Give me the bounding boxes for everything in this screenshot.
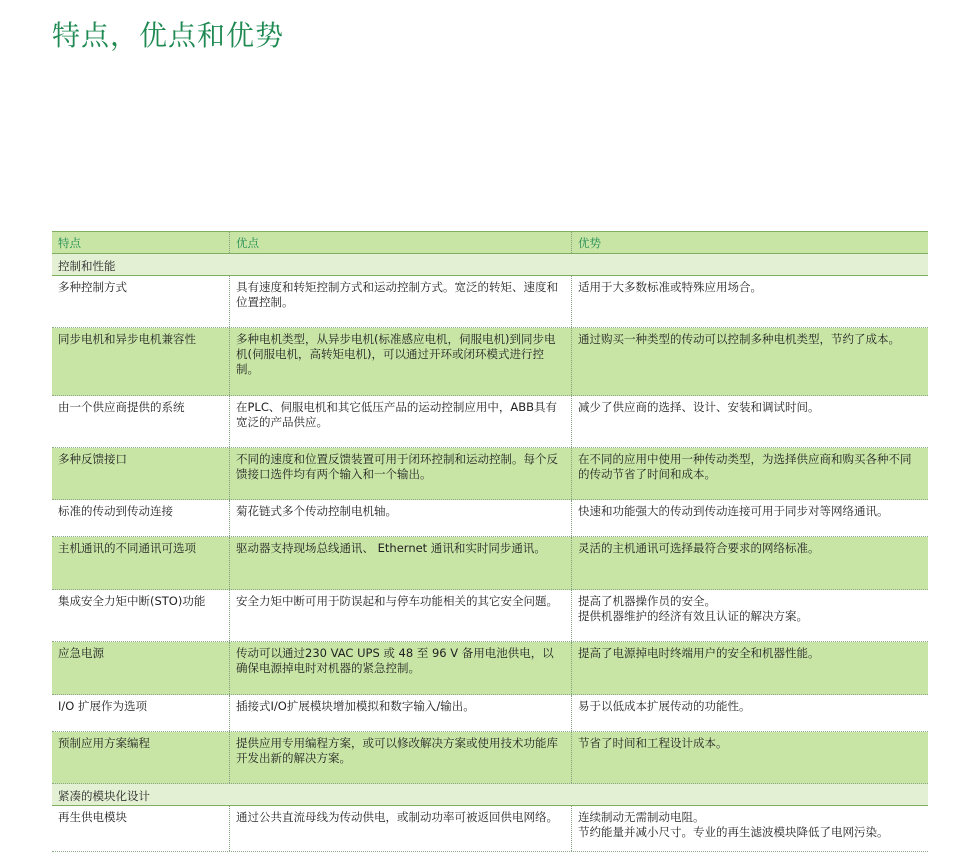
advantage-cell: 连续制动无需制动电阻。 节约能量并减小尺寸。专业的再生滤波模块降低了电网污染。 <box>571 806 928 851</box>
advantage-cell: 通过购买一种类型的传动可以控制多种电机类型，节约了成本。 <box>571 328 928 395</box>
benefit-cell: 通过公共直流母线为传动供电，或制动功率可被返回供电网络。 <box>229 806 571 851</box>
table-row <box>52 500 928 537</box>
advantage-cell: 灵活的主机通讯可选择最符合要求的网络标准。 <box>571 537 928 589</box>
feature-cell: 再生供电模块 <box>58 810 127 824</box>
feature-cell: 应急电源 <box>58 646 104 660</box>
table-header-row <box>52 231 928 254</box>
advantage-cell: 提高了电源掉电时终端用户的安全和机器性能。 <box>571 642 928 694</box>
table-row <box>52 276 928 328</box>
feature-cell: I/O 扩展作为选项 <box>58 699 147 713</box>
header-advantage: 优势 <box>571 232 928 253</box>
advantage-cell: 减少了供应商的选择、设计、安装和调试时间。 <box>571 396 928 447</box>
header-benefit: 优点 <box>229 232 571 253</box>
benefit-cell: 菊花链式多个传动控制电机轴。 <box>229 500 571 536</box>
feature-cell: 主机通讯的不同通讯可选项 <box>58 541 196 555</box>
advantage-cell: 在不同的应用中使用一种传动类型，为选择供应商和购买各种不同的传动节省了时间和成本。 <box>571 448 928 499</box>
features-table <box>52 231 928 852</box>
feature-cell: 预制应用方案编程 <box>58 736 150 750</box>
benefit-cell: 具有速度和转矩控制方式和运动控制方式。宽泛的转矩、速度和位置控制。 <box>229 276 571 327</box>
benefit-cell: 插接式I/O扩展模块增加模拟和数字输入/输出。 <box>229 695 571 731</box>
section-header: 控制和性能 <box>52 254 928 276</box>
feature-cell: 同步电机和异步电机兼容性 <box>58 332 196 346</box>
table-row <box>52 695 928 732</box>
feature-cell: 多种控制方式 <box>58 280 127 294</box>
benefit-cell: 安全力矩中断可用于防误起和与停车功能相关的其它安全问题。 <box>229 590 571 641</box>
table-body <box>52 254 928 852</box>
table-row <box>52 642 928 695</box>
feature-cell: 多种反馈接口 <box>58 452 127 466</box>
feature-cell: 由一个供应商提供的系统 <box>58 400 185 414</box>
table-row <box>52 732 928 784</box>
benefit-cell: 不同的速度和位置反馈装置可用于闭环控制和运动控制。每个反馈接口选件均有两个输入和一个输出。 <box>229 448 571 499</box>
page-title: 特点，优点和优势 <box>52 19 285 52</box>
advantage-cell: 适用于大多数标准或特殊应用场合。 <box>571 276 928 327</box>
table-row <box>52 328 928 396</box>
advantage-cell: 易于以低成本扩展传动的功能性。 <box>571 695 928 731</box>
advantage-cell: 节省了时间和工程设计成本。 <box>571 732 928 783</box>
table-row <box>52 590 928 642</box>
advantage-cell: 快速和功能强大的传动到传动连接可用于同步对等网络通讯。 <box>571 500 928 536</box>
table-row <box>52 448 928 500</box>
table-row <box>52 396 928 448</box>
benefit-cell: 在PLC、伺服电机和其它低压产品的运动控制应用中，ABB具有宽泛的产品供应。 <box>229 396 571 447</box>
section-header: 紧凑的模块化设计 <box>52 784 928 806</box>
table-row <box>52 537 928 590</box>
feature-cell: 集成安全力矩中断(STO)功能 <box>58 594 206 608</box>
advantage-cell: 提高了机器操作员的安全。 提供机器维护的经济有效且认证的解决方案。 <box>571 590 928 641</box>
header-feature: 特点 <box>58 236 81 250</box>
feature-cell: 标准的传动到传动连接 <box>58 504 173 518</box>
benefit-cell: 传动可以通过230 VAC UPS 或 48 至 96 V 备用电池供电，以确保电源掉电时对机器的紧急控制。 <box>229 642 571 694</box>
benefit-cell: 多种电机类型，从异步电机(标准感应电机，伺服电机)到同步电机(伺服电机，高转矩电机)，可以通过开环或闭环模式进行控制。 <box>229 328 571 395</box>
benefit-cell: 驱动器支持现场总线通讯、 Ethernet 通讯和实时同步通讯。 <box>229 537 571 589</box>
benefit-cell: 提供应用专用编程方案，或可以修改解决方案或使用技术功能库开发出新的解决方案。 <box>229 732 571 783</box>
table-row <box>52 806 928 852</box>
